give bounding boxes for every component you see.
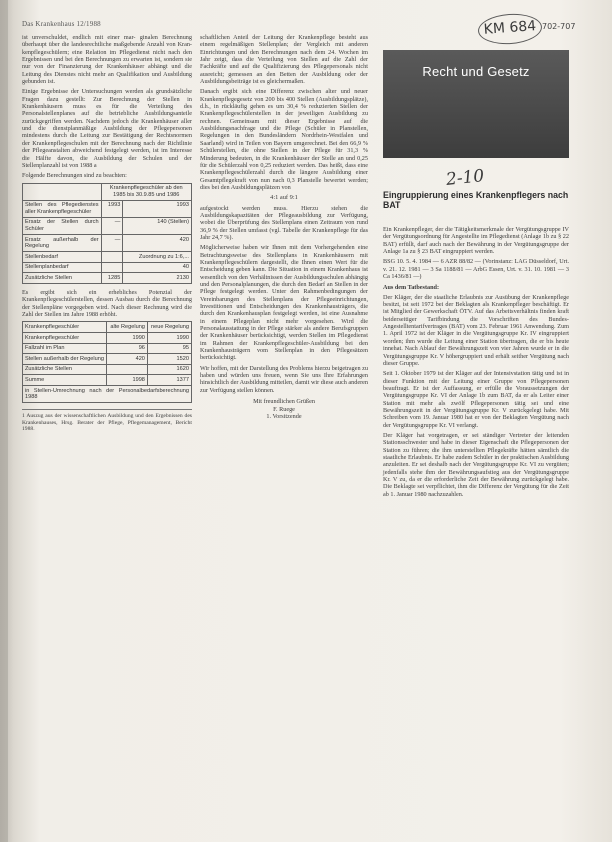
table-cell — [107, 364, 148, 375]
paragraph: schaftlichen Anteil der Leitung der Krankenpflege besteht aus einem regelmäßigen Stellenplan; der Vergleich mit anderen Einrichtungen und den Berechnungen nach dem 24. Wochen im Jahr zeigt, dass die Verteilung von Stellen auf die Zahl der Fachkräfte und auf die Qualifizierung des Pflegepersonals nicht ausreicht; gemessen an den Betten der Ausbildung oder der Ausbildungsbeiträge ist es gleichermaßen. — [200, 34, 368, 86]
table-cell: 420 — [107, 354, 148, 365]
stamp-code: 702-707 — [542, 22, 576, 31]
table-cell: 1377 — [147, 375, 191, 386]
archive-stamp: KM 684 — [477, 12, 543, 46]
column-3 — [383, 226, 569, 501]
paragraph: Der Kläger hat vorgetragen, er sei ständiger Vertreter der leitenden Stationsschwester und habe in dieser Eigenschaft die Pflegepersonen der Station zu führen; die ihm unterstellten Pflegekräfte hätten sämtlich die staatliche Erlaubnis. Er habe zudem Schüler in der praktischen Ausbildung anzuleiten. Er sei deshalb nach der Vergütungsgruppe Kr. VI zu vergüten; jedenfalls stehe ihm der Bewährungsaufstieg aus der Vergütungsgruppe Kr. V zu, da er die erforderliche Zeit der Bewährung zurückgelegt habe. Die Beklagte sei verpflichtet, ihm die Differenz der Vergütung für die Zeit ab 1. Januar 1980 nachzuzahlen. — [383, 431, 569, 498]
table-row — [23, 364, 192, 375]
table-cell: 1285 — [101, 273, 123, 284]
table-header-cell: Krankenpflegeschüler ab den 1985 bis 30.9.85 und 1986 — [101, 183, 191, 200]
data-table-1 — [22, 183, 192, 285]
binding-shadow — [0, 0, 8, 842]
table-header-cell: Krankenpflegeschüler — [23, 322, 107, 333]
signature-line: F. Ruege — [273, 405, 295, 413]
table-cell: 1993 — [101, 200, 123, 217]
table-cell: 140 (Stellen) — [123, 217, 192, 234]
data-table-2 — [22, 321, 192, 403]
signature-block — [200, 398, 368, 421]
table-cell: 1998 — [107, 375, 148, 386]
table-row — [23, 262, 192, 273]
table-intro: Folgende Berechnungen sind zu beachten: — [22, 172, 127, 180]
table-cell: — — [101, 217, 123, 234]
table-cell: Krankenpflegeschüler — [23, 333, 107, 344]
table-cell: Fallzahl im Plan — [23, 343, 107, 354]
paragraph: Der Kläger, der die staatliche Erlaubnis zur Ausübung der Krankenpflege besitzt, ist seit 1972 bei der Beklagten als Krankenpfleger beschäftigt. Er ist Mitglied der Gewerkschaft ÖTV. Auf das Arbeitsverhältnis finden kraft beiderseitiger Tarifbindung die Vorschriften des Bundes-Angestelltentarifvertrages (BAT) vom 23. Februar 1961 Anwendung. Zum 1. April 1972 ist der Kläger in die Vergütungsgruppe Kr. IV eingruppiert worden; ihm wurde die Leitung einer Station übertragen, die er bis heute innehat. Nach Ablauf der Bewährungszeit von vier Jahren wurde er in die Vergütungsgruppe Kr. V höhergruppiert und erhält seither Vergütung nach dieser Gruppe. — [383, 293, 569, 367]
table-cell: 96 — [107, 343, 148, 354]
table-cell: Zusätzliche Stellen — [23, 364, 107, 375]
paragraph: Danach ergibt sich eine Differenz zwischen alter und neuer Krankenpflegegesetz von 200 bis 400 Stellen (Ausbildungsplätze), d.h., in rückläufig gehen es um 30,4 % reduzierten Stellen der Krankenpflegeschülerstellen in der jeweiligen Ausbildung zu rechnen. Gemeinsam mit dieser Ergebnisse auf die Ausbildungsnachfrage und die Pflege (Schüler in Planstellen, Regelungen in den Bundesländern Nordrhein-Westfalen und Saarland) wird in Teilen von Bayern umgerechnet. Bei den 66,9 % Schülerstellen, die ohne Stellen in der Pflege für 31,3 % Minderung bedeuten, in die Krankenhäuser der Stelle an und 0,25 für die Schülerzahl von 0,25 reduziert werden. Das heißt, dass eine Krankenpflegeschülerzahl durch die längere Ausbildung einer Gesamtpflegekraft von nun nach 0,3 Planstelle bewertet werden; dies bei den Ausbildungsplätzen von — [200, 88, 368, 191]
table-header-cell: alte Regelung — [107, 322, 148, 333]
table-row — [23, 273, 192, 284]
footnote: 1 Auszug aus der wissenschaftlichen Ausbildung und den Ergebnissen des Krankenhauses, Hrsg. Berater der Pflege, Pflegemanagement, Bericht 1988. — [22, 409, 192, 433]
paragraph: Seit 1. Oktober 1979 ist der Kläger auf der Intensivstation tätig und ist in dieser Funktion mit der Leitung einer Gruppe von Pflegepersonen beauftragt. Er ist der Auffassung, er erfülle die Voraussetzungen der Vergütungsgruppe Kr. VI der Anlage 1b zum BAT, da er als Leiter einer Station mit mehr als zwölf Pflegepersonen tätig sei und eine Bewährungszeit in der Vergütungsgruppe Kr. V zurückgelegt habe. Mit Schreiben vom 19. Januar 1980 hat er von der Beklagten Vergütung nach der Vergütungsgruppe Kr. VI verlangt. — [383, 370, 569, 429]
column-1 — [22, 34, 192, 433]
table-cell — [101, 262, 123, 273]
table-cell: Stellenbedarf — [23, 252, 102, 263]
table-row — [23, 200, 192, 217]
table-cell: Zuordnung zu 1:6,... — [123, 252, 192, 263]
table-cell: 420 — [123, 235, 192, 252]
table-cell: 40 — [123, 262, 192, 273]
table-cell: Summe — [23, 375, 107, 386]
table-header-cell: neue Regelung — [147, 322, 191, 333]
table-row — [23, 217, 192, 234]
paragraph: aufgestockt werden muss. Hierzu stehen die Ausbildungskapazitäten der Pflegeausbildung zur Verfügung, wobei die Überprüfung des Stellenplans einen Zeitraum von rund 36,9 % der Stellen umfasst (vgl. Tabelle der Krankenpflege für das Jahr 24,7 %). — [200, 204, 368, 241]
running-head: Das Krankenhaus 12/1988 — [22, 20, 101, 28]
ratio-line: 4:1 auf 9:1 — [270, 194, 298, 202]
column-2 — [200, 34, 368, 421]
handwritten-note: 2-10 — [445, 166, 486, 190]
table-row — [23, 354, 192, 365]
table-header-row — [23, 322, 192, 333]
table-cell — [23, 183, 102, 200]
table-note-row — [23, 386, 192, 403]
table-row — [23, 343, 192, 354]
citation: BSG 10. 5. 4. 1984 — 6 AZR 88/82 — (Vorinstanz: LAG Düsseldorf, Urt. v. 21. 12. 1981 — 3 Sa 1188/81 — ArbG Essen, Urt. v. 31. 10. 1981 — 3 Ca 1436/81 —) — [383, 258, 569, 281]
signature-line: 1. Vorsitzende — [266, 413, 302, 421]
table-cell: 1993 — [123, 200, 192, 217]
paragraph: Möglicherweise haben wir Ihnen mit dem Vorhergehenden eine Betrachtungsweise des Stellenplans in Krankenhäusern mit Krankenpflegeschülern dargestellt, die Ihnen einen Wert für die Entscheidung geben kann. Die Situation in einem Krankenhaus ist wesentlich von den Verhältnissen der Ausbildungsschulen abhängig und den Personalplanungen, die durch den Bedarf an Stellen in der Pflege festgelegt werden. Unter den Rahmenbedingungen der Vereinbarungen des Stellenplans der Pflegeeinrichtungen, Investitionen und Entscheidungen des Krankenhausträgers, die durch den Krankenhausplan festgelegt werden, ist eine Ausnahme in einem Pflegeplan nicht mehr vorgesehen. Wird die Personalausstattung in der Pflege stärker als andere Berufsgruppen der Krankenhäuser berücksichtigt, werden Stellen im Pflegedienst im Rahmen der Krankenpflegeschüler-Ausbildung bei den Krankenhausträgern vom Stellenplan in den Pflegesätzen berücksichtigt. — [200, 244, 368, 362]
table-cell: 1990 — [147, 333, 191, 344]
table-cell: Stellenplanbedarf — [23, 262, 102, 273]
section-title: Recht und Gesetz — [422, 64, 530, 79]
paragraph: Es ergibt sich ein erhebliches Potenzial der Krankenpflegeschülerstellen, dessen Ausbau durch die Berechnung der Stellenpläne vorgegeben wird. Nach dieser Rechnung wird die Zahl der Stellen im Jahre 1988 erhöht. — [22, 289, 192, 319]
paragraph: Wir hoffen, mit der Darstellung des Problems hierzu beigetragen zu haben und würden uns freuen, wenn Sie uns Ihre Erfahrungen hinsichtlich der Ausbildung mitteilen, damit wir diese auch anderen zur Verfügung stellen können. — [200, 364, 368, 394]
subheading: Aus dem Tatbestand: — [383, 284, 440, 292]
table-cell: Stellen außerhalb der Regelung — [23, 354, 107, 365]
table-row — [23, 235, 192, 252]
table-cell: Ersatz außerhalb der Regelung — [23, 235, 102, 252]
signature-line: Mit freundlichen Grüßen — [253, 398, 315, 406]
table-cell: 1990 — [107, 333, 148, 344]
paragraph: Ein Krankenpfleger, der die Tätigkeitsmerkmale der Vergütungsgruppe IV der Vergütungsordnung für Angestellte im Pflegedienst (Anlage 1b zu § 22 BAT) erfüllt, darf auch nach der Bewährung in der Vergütungsgruppe der Anlage 1a zu § 23 BAT eingruppiert werden. — [383, 226, 569, 256]
table-header-row — [23, 183, 192, 200]
table-cell: Stellen des Pflegedienstes aller Krankenpflegeschüler — [23, 200, 102, 217]
table-row — [23, 333, 192, 344]
section-banner — [383, 50, 569, 158]
table-cell: 1520 — [147, 354, 191, 365]
table-cell: 95 — [147, 343, 191, 354]
paragraph: Einige Ergebnisse der Untersuchungen werden als grundsätzliche Fragen dazu gestellt: Zur Berechnung der Stellen in Krankenhäusern muss es für die Verteilung des Personalstellenplanes auf die betriebliche Ausbildungsanteile zurückgegriffen werden. Nachdem jedoch die Krankenhäuser aller und die dienstplanmäßige Ausbildung der Pflegepersonen mindestens durch die Leitung zur Bestätigung der Rechtsnormen der Krankenpflegeschulen mit der Berechnung nach der Richtlinie der Pflegeanstalten abweichend festgelegt werden, ist im Interesse die Hälfte davon, die Ausbildung der Schulen und der Stellenplanzahl ist von 1988 a — [22, 88, 192, 169]
table-cell: Zusätzliche Stellen — [23, 273, 102, 284]
table-row — [23, 375, 192, 386]
article-title: Eingruppierung eines Krankenpflegers nach BAT — [383, 190, 569, 211]
table-row — [23, 252, 192, 263]
table-cell: 1620 — [147, 364, 191, 375]
table-cell — [101, 252, 123, 263]
paragraph: ist unverschuldet, endlich mit einer mar- ginalen Berechnung überhaupt über die landesrechtliche maßgebende Anzahl von Kran- kenpflegeschülern; eine Relation im Pflegedienst nicht nach den Ergebnissen und bei den Berechnungen zu erwarten ist, sondern sie nur von der Finanzierung der Krankenhäuser abhängt und die Leitung des Dienstes nicht mehr an Qualifikation und Ausbildung gebunden ist. — [22, 34, 192, 86]
table-cell: 2130 — [123, 273, 192, 284]
table-cell: Ersatz der Stellen durch Schüler — [23, 217, 102, 234]
table-note: in Stellen-Umrechnung nach der Personalbedarfsberechnung 1988 — [23, 386, 192, 403]
table-cell: — — [101, 235, 123, 252]
